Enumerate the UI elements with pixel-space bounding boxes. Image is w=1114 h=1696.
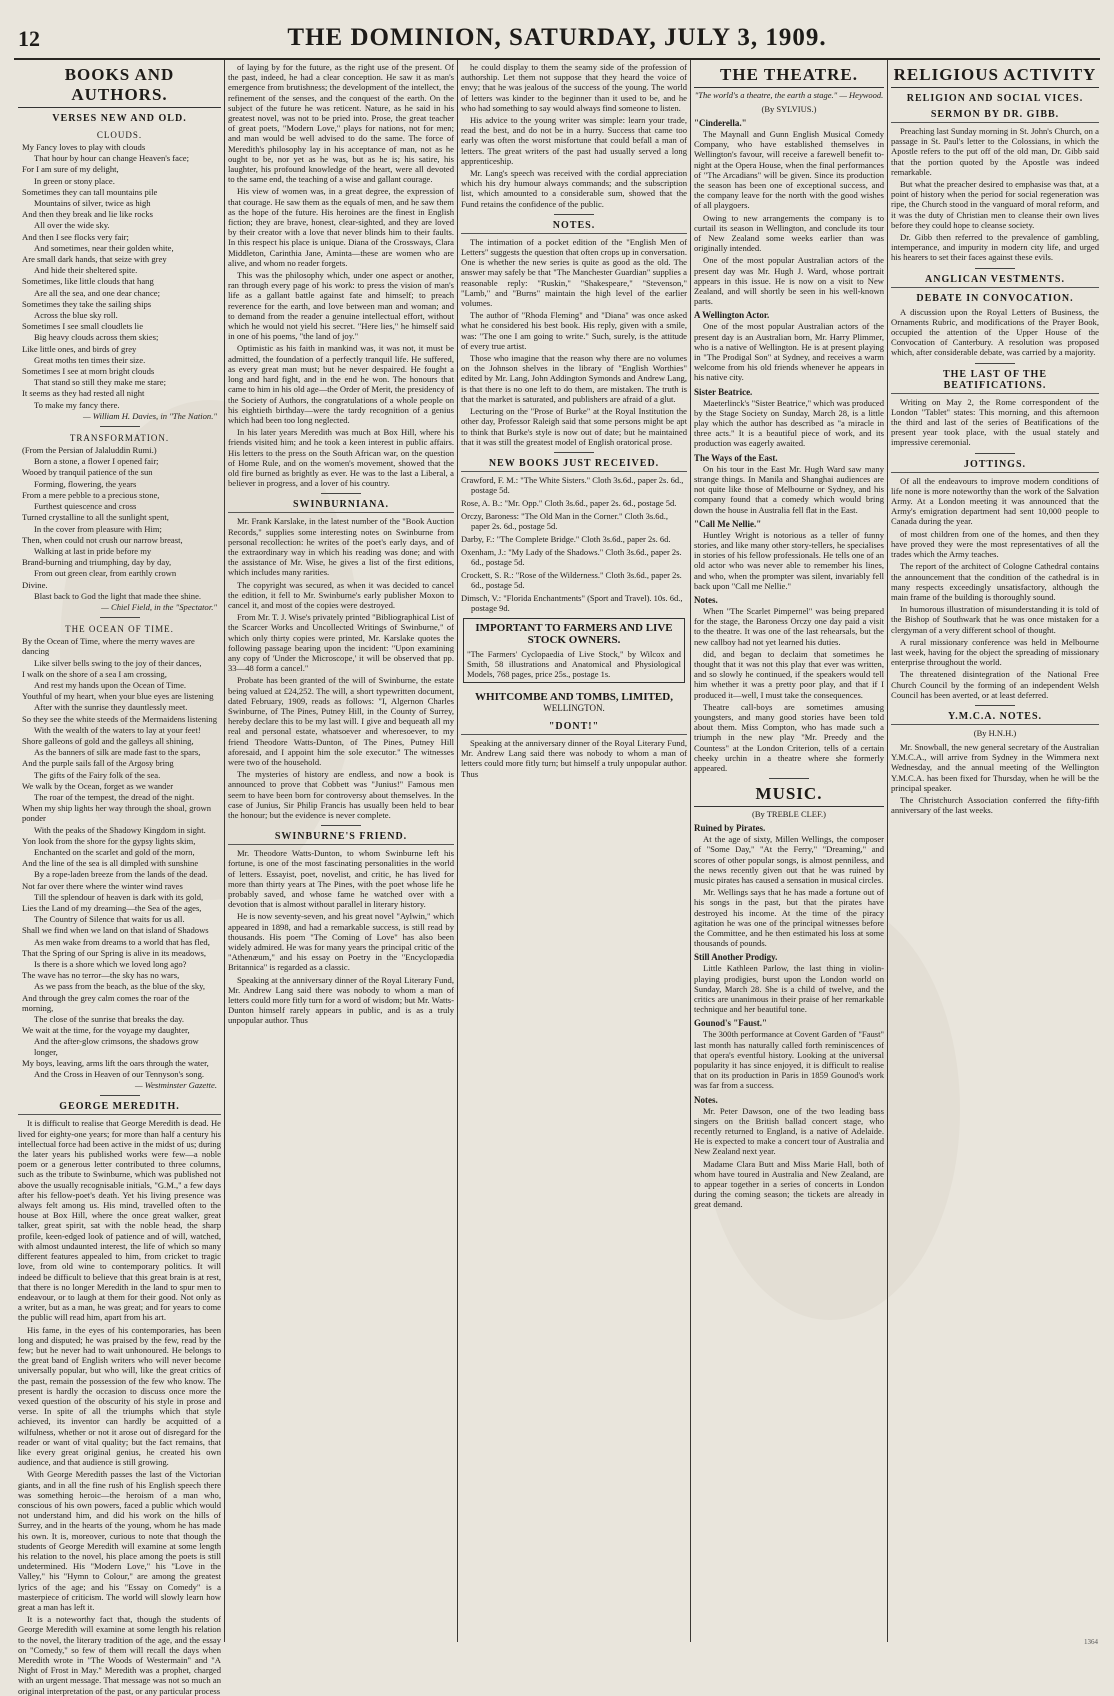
article-body (694, 129, 884, 306)
poem-line: Turned crystalline to all the sunlight spent, (22, 512, 169, 523)
poem-line: In the cover from pleasure with Him; (34, 523, 162, 534)
poem-line: That stand so still they make me stare; (34, 377, 166, 388)
article-paragraph: The author of "Rhoda Fleming" and "Diana" was once asked what he considered his best book. His reply, given with a smile, was: "The one I am going to write." Such, surely, is the attitude of every true artist. (461, 310, 687, 351)
subhead: A Wellington Actor. (694, 310, 770, 321)
article-paragraph: The copyright was secured, as when it was decided to cancel the edition, it fell to Mr. Swinburne's early publisher Moxon to cancel it, and most of the copies were destroyed. (228, 579, 454, 610)
article-paragraph: It is difficult to realise that George Meredith is dead. He lived for eighty-one years; for more than half a century his intellectual force had been active in the midst of us; during the later years his published works were few—a noble poem or a generous letter contributed to three columns, such as the tribute to Swinburne, which was published not above the usually recognisable initials, "G.M.," a few days after his fellow-poet's death. Yet his living presence was always felt among us. His mind, travelled often to the house at Box Hill, where the once great walker, great talker, great spirit, sat with the noble head, the sharp profile, keen-edged look of patience and of will, watched, with almost undaunted interest, the life of which so many different features appealed to him, from cricket to tragic love, from old wine to contemporary politics. It will indeed be difficult to believe that this great brain is at rest, that there is no longer Meredith in the land to spur men to endeavour, or to laugh at them for their good. Not only as a writer, but as a man, he was great; and for years to come the public will read him, apart from his art. (18, 1118, 221, 1323)
byline: (By SYLVIUS.) (761, 104, 817, 114)
article-paragraph: One of the most popular Australian actors of the present day was Mr. Hugh J. Ward, whose portrait appears in this issue. He is now on a visit to New Zealand, and will shortly be seen in his well-known parts. (694, 255, 884, 307)
article-paragraph: In his later years Meredith was much at Box Hill, where his friends visited him; and he took a keen interest in public affairs. His letters to the press on the South African war, on the question of Home Rule, and on the women's movement, showed that the old fire burned as brightly as ever. He was to the last a Liberal, a believer in progress, and a lover of his country. (228, 427, 454, 489)
poem-line: By a rope-laden breeze from the lands of the dead. (34, 869, 208, 880)
subhead: Sister Beatrice. (694, 386, 753, 397)
poem-line: Like little ones, and birds of grey (22, 343, 137, 354)
column-religious-activity (891, 62, 1099, 1642)
article-paragraph: From Mr. T. J. Wise's privately printed "Bibliographical List of the Scarcer Works and Uncollected Writings of Swinburne," of which only thirty copies were printed, Mr. Karslake quotes the following passage bearing upon the incident: "Upon examining any copy of 'Under the Microscope,' it will be observed that pp. 33—48 form a cancel." (228, 612, 454, 674)
subhead: Still Another Prodigy. (694, 952, 778, 963)
byline: (By TREBLE CLEF.) (751, 809, 826, 820)
article-paragraph: But what the preacher desired to emphasise was that, at a point of history when the period for social regeneration was ripe, the Church stood in the vanguard of moral reform, and it was the duty of Christian men to cleanse their own lives before they could hope to cleanse society. (891, 179, 1099, 230)
ad-text: "The Farmers' Cyclopaedia of Live Stock," by Wilcox and Smith, 58 illustrations and Anatomical and Physiological Models, 768 pages, price 25s., postage 1s. (467, 648, 681, 679)
page-mark: 1364 (1084, 1638, 1098, 1646)
poem-line: And hide their sheltered spite. (34, 265, 138, 276)
column-theatre-music (694, 62, 884, 1642)
article-paragraph: Writing on May 2, the Rome correspondent of the London "Tablet" states: This morning, and this afternoon the third and last of the series of Beatifications of the present year took place, with the usual stately and impressive ceremonial. (891, 396, 1099, 448)
article-paragraph: Lecturing on the "Prose of Burke" at the Royal Institution the other day, Professor Raleigh said that some persons might be apt to think that Burke's style is now out of date; but he maintained that it was still the greatest model of English oratorical prose. (461, 406, 687, 447)
poem-line: As we pass from the beach, as the blue of the sky, (34, 981, 206, 992)
article-paragraph: Mr. Theodore Watts-Dunton, to whom Swinburne left his fortune, is one of the most fascinating personalities in the world of letters. Essayist, poet, novelist, and critic, he has lived for more than thirty years at The Pines, with the poet whose life he probably saved, and whose fame he watched over with a devotion that is almost without parallel in literary history. (228, 848, 454, 910)
article-paragraph: The Christchurch Association conferred the fifty-fifth anniversary of the last weeks. (891, 794, 1099, 816)
article-paragraph: Madame Clara Butt and Miss Marie Hall, both of whom have toured in Australia and New Zealand, are to appear together in a series of concerts in London during the coming season; the tickets are already in great demand. (694, 1158, 884, 1210)
poem-line: Sometimes I see small cloudlets lie (22, 321, 144, 332)
poem-line: Youthful of my heart, when your blue eyes are listening (22, 691, 214, 702)
divider (554, 214, 594, 215)
article-paragraph: Dr. Gibb then referred to the prevalence of gambling, intemperance, and impurity in modern city life, and urged his hearers to set their faces against these evils. (891, 232, 1099, 263)
poem-line: That the Spring of our Spring is alive in its meadows, (22, 947, 207, 958)
poem-line: All over the wide sky. (34, 220, 110, 231)
article-paragraph: A rural missionary conference was held in Melbourne last week, having for the object the spreading of missionary enterprise throughout the world. (891, 636, 1099, 668)
newspaper-title: THE DOMINION, SATURDAY, JULY 3, 1909. (287, 24, 827, 51)
ad-title: IMPORTANT TO FARMERS AND LIVE STOCK OWNERS. (475, 621, 673, 646)
poem-line: Sometimes I see at morn bright clouds (22, 366, 155, 377)
poem-line: Wooed by tranquil patience of the sun (22, 467, 153, 478)
book-list-item: Crawford, F. M.: "The White Sisters." Cloth 3s.6d., paper 2s. 6d., postage 5d. (461, 474, 684, 495)
subhead: Gounod's "Faust." (694, 1018, 768, 1029)
article-paragraph: Mr. Peter Dawson, one of the two leading bass singers on the British ballad concert stage, who recently returned to England, is a native of Adelaide. He is expected to make a concert tour of Australia and New Zealand next year. (694, 1105, 884, 1157)
article-paragraph: of most children from one of the homes, and then they have proved they were the most representatives of all the trades which the Army teaches. (891, 528, 1099, 560)
poem-line: It seems as they had rested all night (22, 388, 145, 399)
article-paragraph: Probate has been granted of the will of Swinburne, the estate being valued at £24,252. The will, a short typewritten document, dated February, 1909, reads as follows: "I, Algernon Charles Swinburne, of The Pines, Putney Hill, in the County of Surrey, hereby declare this to be my last will. I give and bequeath all my real and personal estate, whatsoever and wheresoever, to my friend Theodore Watts-Dunton, of The Pines, Putney Hill aforesaid, and I appoint him the sole executor." The witnesses were two of the household. (228, 675, 454, 767)
poem-line: The close of the sunrise that breaks the day. (34, 1014, 185, 1025)
article-title: GEORGE MEREDITH. (18, 1101, 221, 1115)
poem-line: Across the blue sky roll. (34, 310, 118, 321)
article-paragraph: He is now seventy-seven, and his great novel "Aylwin," which appeared in 1898, and had a remarkable success, is still read by thousands. His poem "The Coming of Love" has also been widely admired. He was for many years the principal critic of the "Athenæum," and his essay on Poetry in the "Encyclopædia Britannica" is regarded as a classic. (228, 911, 454, 973)
article-title: JOTTINGS. (891, 459, 1099, 473)
poem-line: From a mere pebble to a precious stone, (22, 489, 160, 500)
poem-line: And the after-glow crimsons, the shadows grow longer, (34, 1036, 199, 1057)
poem-line: I walk on the shore of a sea I am crossing, (22, 668, 167, 679)
divider (554, 452, 594, 453)
poem-line: To make my fancy there. (34, 399, 120, 410)
article-title: ANGLICAN VESTMENTS. (891, 274, 1099, 288)
article-body (891, 126, 1099, 263)
article-title: THE LAST OF THE BEATIFICATIONS. (891, 369, 1099, 394)
poem-line: The Country of Silence that waits for us all. (34, 914, 185, 925)
article-paragraph: Preaching last Sunday morning in St. John's Church, on a passage in St. Paul's letter to the Colossians, in which the Apostle refers to the put off of the old man, Dr. Gibb said that the portion quoted by the Apostle was indeed remarkable. (891, 126, 1099, 177)
section-title: MUSIC. (694, 784, 884, 807)
article-title: SWINBURNIANA. (228, 499, 454, 513)
paper-stain (700, 900, 960, 1320)
poem-line: As men wake from dreams to a world that has fled, (34, 936, 210, 947)
poem-line: So they see the white steeds of the Mermaidens listening (22, 713, 217, 724)
article-paragraph: Of all the endeavours to improve modern conditions of life none is more noteworthy than the work of the Salvation Army. At a London meeting it was announced that the Army's emigration department had sent 10,000 people to Canada during the year. (891, 475, 1099, 527)
poem-line: Sometimes they can tall mountains pile (22, 186, 158, 197)
article-paragraph: A discussion upon the Royal Letters of Business, the Ornaments Rubric, and modifications of the Prayer Book, occupied the attention of the Upper House of the Convocation of Canterbury. A resolution was proposed which, after considerable debate, was carried by a majority. (891, 306, 1099, 358)
byline: (By H.N.H.) (973, 727, 1017, 738)
article-paragraph: Owing to new arrangements the company is to curtail its season in Wellington, and conclude its tour of New Zealand some weeks earlier than was originally intended. (694, 212, 884, 254)
article-subtitle: DEBATE IN CONVOCATION. (916, 292, 1074, 304)
article-paragraph: Speaking at the anniversary dinner of the Royal Literary Fund, Mr. Andrew Lang said there was nobody to whom a man of letters could more fitly turn; but himself a truly unpopular author. Thus (461, 737, 687, 779)
column-rule (457, 60, 458, 1642)
section-title: BOOKS AND AUTHORS. (18, 65, 221, 108)
article-paragraph: Optimistic as his faith in mankind was, it was not, it must be admitted, the foundation of a perfectly tranquil life. He suffered, as every great man must; but he never despaired. He fought a long and hard fight, and in the end he won. The honours that came to him in his old age—the Order of Merit, the presidency of the Society of Authors, the congratulations of a whole people on his eightieth birthday—were the tardy recognition of a genius which had been too long neglected. (228, 343, 454, 425)
poem-line: Then, when could not crush our narrow breast, (22, 534, 183, 545)
article-paragraph: With George Meredith passes the last of the Victorian giants, and in all the fine rush of his English speech there was something heroic—the heroism of a man who, conscious of his own powers, faced a public which would not understand him, and did his work on the hills of Surrey, and in the hearts of the young, whom he has made his own. It is, moreover, curious to note that though the students of George Meredith will examine at some length his relation to the novel, his place among the poets is still undetermined. His "Modern Love," his "Love in the Valley," his "Hymn to Colour," are among the greatest lyrics of the age; and his "Essay on Comedy" is a masterpiece of criticism. The world will slowly learn how great a man has left it. (18, 1469, 221, 1612)
section-title: THE THEATRE. (694, 65, 884, 88)
divider (975, 453, 1015, 454)
subsection-title: VERSES NEW AND OLD. (52, 113, 187, 124)
article-paragraph: of laying by for the future, as the right use of the present. Of the past, indeed, he had a clear conception. He saw it as man's emergence from brutishness; the development of the intellect, the refinement of the senses, and the conquest of the earth. On the subject of the future he was reticent. Nature, as he said in his greatest novel, was not to be pried into. Prose, the great teacher of great poets, "Modern Love," plays for nations, not for men; and man would be well advised to do the same. The force of Meredith's philosophy lay in his acceptance of man, not as he ought to be, nor yet as he was, but as he is; his satire, his laughter, his profound knowledge of the heart, were all devoted to the same end, the teaching of a wise and gallant courage. (228, 62, 454, 185)
poem-line: For I am sure of my delight, (22, 164, 119, 175)
poem-line: As the banners of silk are made fast to the spars, (34, 747, 201, 758)
divider (975, 268, 1015, 269)
subhead: "Call Me Nellie." (694, 518, 762, 529)
poem-line: Shall we find when we land on that island of Shadows (22, 925, 209, 936)
poem-line: That hour by hour can change Heaven's face; (34, 153, 189, 164)
poem-line: And rest my hands upon the Ocean of Time. (34, 679, 187, 690)
book-list-item: Orczy, Baroness: "The Old Man in the Corner." Cloth 3s.6d., paper 2s. 6d., postage 5d. (461, 510, 669, 531)
poem-line: Are small dark hands, that seize with grey (22, 254, 167, 265)
article-paragraph: Theatre call-boys are sometimes amusing youngsters, and many good stories have been told about them. Miss Compton, who has made such a triumph in the new play "Mr. Preedy and the Countess" at the London Criterion, tells of a certain cheeky urchin in a theatre where she formerly appeared. (694, 701, 884, 773)
article-paragraph: On his tour in the East Mr. Hugh Ward saw many strange things. In Manila and Shanghai audiences are not quite like those of Melbourne or Sydney, and his company found that a comedy which would bring down the house in Australia fell flat in the East. (694, 463, 884, 515)
subhead: Notes. (694, 1094, 718, 1105)
masthead (14, 24, 1100, 60)
poem-line: Shore galleons of gold and the galleys all shining, (22, 735, 194, 746)
article-paragraph: Mr. Snowball, the new general secretary of the Australian Y.M.C.A., will arrive from Sydney in the Wimmera next Wednesday, and the annual meeting of the Wellington Y.M.C.A. has been fixed for Thursday, when he will be the principal speaker. (891, 741, 1099, 793)
poem-title: CLOUDS. (96, 130, 143, 140)
article-body (18, 1118, 221, 1695)
article-body (694, 649, 884, 773)
poem-line: Till the splendour of heaven is dark with its gold, (34, 891, 204, 902)
poem-line: By the Ocean of Time, where the merry waves are dancing (22, 636, 195, 657)
poem-line: Furthest quiescence and cross (34, 501, 137, 512)
poem-line: We walk by the Ocean, forget as we wander (22, 780, 174, 791)
page-number: 12 (18, 26, 40, 51)
poem-line: Big heavy clouds across them skies; (34, 332, 159, 343)
poem-attribution: — Chiel Field, in the "Spectator." (101, 601, 217, 612)
article-paragraph: His fame, in the eyes of his contemporaries, has been long and disputed; he was praised by the few, read by the few; but he never had to wait unhonoured. He belongs to the great band of English writers who will never become universally popular, but who will, like the great critics of the past, remain the possession of the few who know. The present is hardly the occasion to discuss once more the vexed question of the obscurity of his style in prose and verse. In spite of all the triumphs which that style achieved, its inventor can hardly be acquitted of a wilfulness, whether or not it arose out of disregard for the reader or want of vital quality; but the fact remains, that like every great original genius, he created his own audience, and that audience is still growing. (18, 1324, 221, 1468)
article-title: SWINBURNE'S FRIEND. (228, 831, 454, 845)
poem-line: With the wealth of the waters to lay at your feet! (34, 724, 201, 735)
article-paragraph: The Maynall and Gunn English Musical Comedy Company, who have established themselves in Wellington's favour, will receive a farewell benefit to-night at the Opera House, when the final performances of "The Arcadians" will be given. Since its production the season has been one of exceptional success, and the company leave for the north with the good wishes of all playgoers. (694, 129, 884, 211)
article-paragraph: did, and began to declaim that sometimes he thought that it was not this play that ever was written, and so slowly he continued, if the speakers would tell him whether it was a pretty poor play, and that if I produced it—well, I must take the consequences. (694, 648, 884, 700)
poem-line: Forming, flowering, the years (34, 478, 137, 489)
subhead: Notes. (694, 594, 718, 605)
publisher-imprint (463, 688, 685, 716)
article-paragraph: The intimation of a pocket edition of the "English Men of Letters" suggests the question that often crops up in conversation. One is whether the new series is quite as good as the old. The answer may safely be that "The Manchester Guardian" supplies a reasonable reply: "Ruskin," "Shakespeare," "Stevenson," "Lamb," and "Burns" maintain the high level of the earlier volumes. (461, 236, 687, 309)
article-title: SERMON BY DR. GIBB. (891, 109, 1099, 123)
poem-line: We wait at the time, for the voyage my daughter, (22, 1025, 190, 1036)
epigraph: "The world's a theatre, the earth a stage." — Heywood. (694, 90, 884, 100)
poem-title: TRANSFORMATION. (69, 433, 170, 444)
article-body (891, 529, 1099, 700)
poem-line: And the line of the sea is all dimpled with sunshine (22, 858, 199, 869)
poem-line: Is there is a shore which we loved long ago? (34, 959, 187, 970)
poem-line: Lies the Land of my dreaming—the Sea of the ages, (22, 903, 202, 913)
column-rule (887, 60, 888, 1642)
article-paragraph: Those who imagine that the reason why there are no volumes on the Johnson shelves in the library of "English Worthies" edited by Mr. Lang, John Addington Symonds and Andrew Lang, is that there is no one left to do them, are mistaken. The truth is that the market is saturated, and publishers are afraid of a glut. (461, 353, 687, 404)
article-paragraph: This was the philosophy which, under one aspect or another, ran through every page of his work: to press the vision of man's life as a gallant battle against fate and himself; to preach reverence for the earth, and love between man and woman; and to demand from the reader a genuine intellectual effort, without which he would not yield his secret. "Here lies," he himself said in one of his poems, "the land of joy." (228, 270, 454, 342)
poem-line: The wave has no terror—the sky has no wars, (22, 970, 180, 981)
article-paragraph: The 300th performance at Covent Garden of "Faust" last month has naturally called forth reminiscences of that opera's eventful history. Looking at the universal popularity it has since enjoyed, it is difficult to realise that on its production in Paris in 1859 Gounod's work was far from a success. (694, 1029, 884, 1091)
poem-line: After with the sunrise they dauntlessly meet. (34, 702, 188, 713)
poem-line: In green or stony place. (34, 175, 115, 186)
column-rule (690, 60, 691, 1642)
article-paragraph: It is a noteworthy fact that, though the students of George Meredith will examine at some length his relation to the novel, the literary tradition of the age, and the essay on "Comedy," so few of them will recall the days when Meredith wrote in "The Woods of Westermain" and "A Night of Frost in May." Meredith was a prophet, charged with an urgent message. That message was not so much an original interpretation of the past, or any particular process (18, 1614, 221, 1696)
poem-line: (From the Persian of Jalaluddin Rumi.) (22, 445, 157, 456)
article-paragraph: His advice to the young writer was simple: learn your trade, read the best, and do not be in a hurry. Success that came too early was often the worst misfortune that could befall a man of letters. The great writers of the past had usually served a long apprenticeship. (461, 115, 687, 166)
poem-line: Are all the sea, and one dear chance; (34, 287, 160, 298)
book-list-item: Crockett, S. R.: "Rose of the Wilderness." Cloth 3s.6d., paper 2s. 6d., postage 5d. (461, 569, 682, 590)
subsection-title: RELIGION AND SOCIAL VICES. (906, 93, 1084, 104)
book-list (461, 475, 687, 613)
divider (975, 363, 1015, 364)
article-paragraph: Mr. Wellings says that he has made a fortune out of his songs in the past, but that the pirates have destroyed his income. At the time of the piracy agitation he was one of the principal witnesses before the Committee, and he then estimated his loss at some thousands of pounds. (694, 887, 884, 949)
poem-line: My Fancy loves to play with clouds (22, 142, 146, 152)
poem-line: When my ship lights her way through the shoal, grown ponder (22, 803, 212, 824)
poem-line: Mountains of silver, twice as high (34, 198, 151, 209)
poem-attribution: — Westminster Gazette. (134, 1080, 217, 1091)
article-title: NOTES. (461, 220, 687, 234)
article-paragraph: Little Kathleen Parlow, the last thing in violin-playing prodigies, burst upon the London world on Sunday, March 28. She is a child of twelve, and the critics are unanimous in their praise of her remarkable technique and her beautiful tone. (694, 963, 884, 1015)
poem-line: Sometimes, like little clouds that hang (22, 276, 154, 287)
article-paragraph: In humorous illustration of misunderstanding it is told of the Bishop of Southwark that he was once mistaken for a clergyman of a very different school of thought. (891, 604, 1099, 635)
poem-line: The gifts of the Fairy folk of the sea. (34, 769, 161, 780)
article-paragraph: Speaking at the anniversary dinner of the Royal Literary Fund, Mr. Andrew Lang said there was nobody to whom a man of letters could more fitly turn for a word of wisdom; but Mr. Watts-Dunton himself rarely appears in public, and is as a truly unpopular author. Thus (228, 974, 454, 1026)
article-paragraph: The report of the architect of Cologne Cathedral contains the announcement that the condition of the cathedral is in many respects exceedingly unsatisfactory, although the main frame of the building is thoroughly sound. (891, 561, 1099, 602)
article-paragraph: The threatened disintegration of the National Free Church Council by the forming of an independent Welsh Council has been averted, or at least deferred. (891, 669, 1099, 700)
poem-line: And the Cross in Heaven of our Tennyson's song. (34, 1069, 205, 1080)
article-paragraph: The mysteries of history are endless, and now a book is announced to prove that Cobbett was "Junius!" Famous men seem to have been born for controversy about themselves. In the case of Junius, Sir Philip Francis has usually been held to bear the honour; but the evidence is never complete. (228, 769, 454, 821)
poem-line: Divine. (22, 579, 48, 590)
poem-line: Yon look from the shore for the gypsy lights skim, (22, 835, 196, 846)
publisher-place: WELLINGTON. (543, 702, 605, 713)
poem-line: With the peaks of the Shadowy Kingdom in sight. (34, 824, 206, 835)
article-paragraph: One of the most popular Australian actors of the present day is an Australian born, Mr. Harry Plimmer, who is a native of Wellington. He is at present playing in "The Prodigal Son" at Sydney, and receives a warm welcome from his old friends whenever he appears in his native city. (694, 321, 884, 383)
article-paragraph: At the age of sixty, Millen Wellings, the composer of "Some Day," "At the Ferry," "Dreaming," and scores of other popular songs, is almost penniless, and the news recently given out that he was ruined by music pirates has caused a sensation in musical circles. (694, 834, 884, 885)
book-list-item: Dimsch, V.: "Florida Enchantments" (Sport and Travel). 10s. 6d., postage 9d. (461, 592, 683, 613)
poem-line: Blast back to God the light that made thee shine. (34, 590, 202, 601)
poem-line: And sometimes, near their golden white, (34, 242, 174, 253)
subhead: The Ways of the East. (694, 452, 778, 463)
poem-line: The roar of the tempest, the dread of the night. (34, 791, 195, 802)
article-body (461, 62, 687, 209)
article-paragraph: His view of women was, in a great degree, the expression of that courage. He saw them as the equals of men, and he saw them as the hope of the future. His heroines are the finest in English fiction; they are brave, honest, clear-sighted, and they are loved by their creator with a love that never blinds him to their faults. In this respect his place is unique. Diana of the Crossways, Clara Middleton, Carinthia Jane, Aminta—these are women who are alive, and whom no reader forgets. (228, 186, 454, 268)
poem-attribution: — William H. Davies, in "The Nation." (83, 410, 217, 421)
section-title: RELIGIOUS ACTIVITY (891, 65, 1099, 88)
article-paragraph: Maeterlinck's "Sister Beatrice," which was produced by the Stage Society on Sunday, March 28, is a little play which the author has described as "a miracle in three acts." It is a beautiful piece of work, and its production was eagerly awaited. (694, 397, 884, 449)
poem-line: Great moths ten times their size. (34, 354, 146, 365)
article-body (461, 237, 687, 447)
advertisement (463, 618, 685, 683)
article-paragraph: Mr. Frank Karslake, in the latest number of the "Book Auction Records," supplies some interesting notes on Swinburne from personal recollection: he writes of the poet's early days, and of the extraordinary way in which his reading was done; and with the assistance of Mr. Wise, he gives a list of the first editions, which includes many rarities. (228, 516, 454, 578)
divider (321, 825, 361, 826)
article-paragraph: Mr. Lang's speech was received with the cordial appreciation which his dry humour always commands; and the subscription list, which amounted to a considerable sum, showed that the Fund retains the confidence of the public. (461, 168, 687, 209)
article-paragraph: Huntley Wright is notorious as a teller of funny stories, and like many other story-tellers, he specialises in stories of his fellow professionals. He tells one of an old actor who was never able to remember his lines, and who, when the prompter was silent, invariably fell back upon "Call me Nellie." (694, 529, 884, 591)
divider (100, 426, 140, 427)
article-title: Y.M.C.A. NOTES. (891, 711, 1099, 725)
subhead: "Cinderella." (694, 118, 747, 128)
divider (100, 1095, 140, 1096)
poem-line: And then I see flocks very fair; (22, 231, 129, 242)
publisher-name: WHITCOMBE AND TOMBS, LIMITED, (475, 690, 673, 703)
book-list-item: Rose, A. B.: "Mr. Opp." Cloth 3s.6d., paper 2s. 6d., postage 5d. (461, 497, 677, 508)
column-three (461, 62, 687, 1642)
article-paragraph: When "The Scarlet Pimpernel" was being prepared for the stage, the Baroness Orczy one day paid a visit to the theatre. It was one of the last rehearsals, but the new callboy had not yet learned his duties. (694, 605, 884, 647)
poem-line: And then they break and lie like rocks (22, 209, 154, 220)
poem-line: My boys, leaving, arms lift the oars through the water, (22, 1057, 209, 1068)
poem-title: THE OCEAN OF TIME. (65, 624, 174, 635)
book-list-item: Oxenham, J.: "My Lady of the Shadows." Cloth 3s.6d., paper 2s. 6d., postage 5d. (461, 546, 682, 567)
poem-line: Enchanted on the scarlet and gold of the morn, (34, 846, 195, 857)
poem-line: Like silver bells swing to the joy of their dances, (34, 657, 202, 668)
article-title: "DONT!" (461, 721, 687, 735)
poem-line: Sometimes they take the sailing ships (22, 298, 152, 309)
poem-line: Brand-burning and triumphing, day by day, (22, 557, 172, 568)
poem-line: Not far over there where the winter wind raves (22, 880, 183, 891)
divider (975, 705, 1015, 706)
article-paragraph: he could display to them the seamy side of the profession of authorship. Let them not suppose that they heard the voice of envy; that he was jealous of the success of the young. The world of letters was kinder to the beginner than it used to be, and he who had something to say would always find someone to listen. (461, 62, 687, 113)
poem-line: And through the grey calm comes the roar of the morning, (22, 992, 190, 1013)
book-list-item: Darby, F.: "The Complete Bridge." Cloth 3s.6d., paper 2s. 6d. (461, 533, 671, 544)
divider (769, 778, 809, 779)
poem-line: Walking at last in pride before my (34, 545, 152, 556)
book-list-title: NEW BOOKS JUST RECEIVED. (461, 458, 687, 472)
subhead: Ruined by Pirates. (694, 823, 766, 834)
paper-stain (60, 400, 360, 900)
poem-line: And the purple sails fall of the Argosy bring (22, 758, 174, 769)
poem-line: From out green clear, from earthly crown (34, 568, 177, 579)
poem-line: Born a stone, a flower I opened fair; (34, 456, 159, 467)
